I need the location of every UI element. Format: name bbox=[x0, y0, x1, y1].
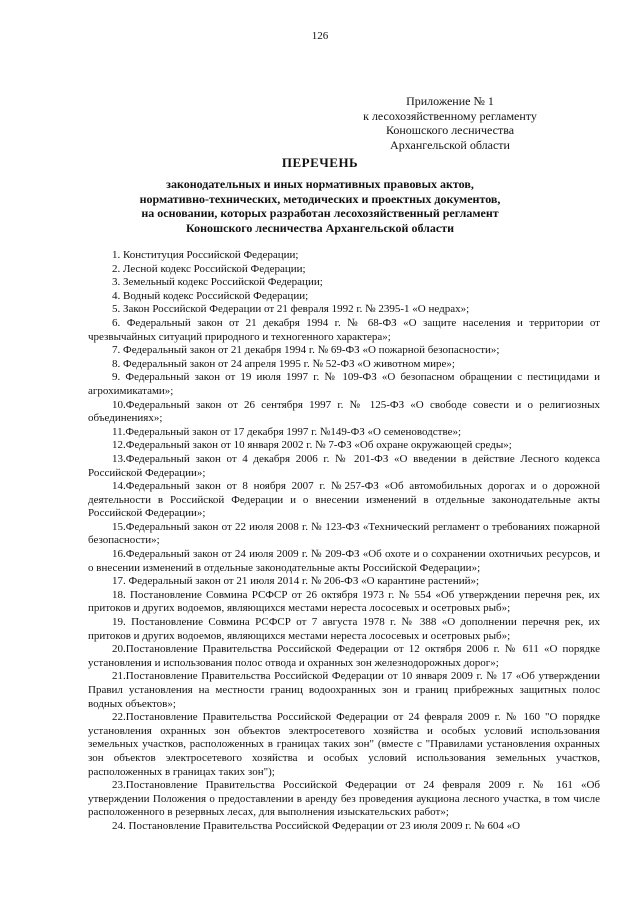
appendix-block bbox=[330, 94, 570, 152]
list-item: 10.Федеральный закон от 26 сентября 1997 г. № 125-ФЗ «О свободе совести и о религиозных объединениях»; bbox=[88, 398, 600, 425]
document-heading bbox=[0, 155, 640, 235]
subtitle-line: законодательных и иных нормативных правовых актов, bbox=[166, 177, 474, 191]
appendix-line: Архангельской области bbox=[390, 137, 510, 152]
legal-acts-list bbox=[88, 249, 600, 834]
list-item: 20.Постановление Правительства Российской Федерации от 12 октября 2006 г. № 611 «О порядке установления и использования полос отвода и охранных зон железнодорожных дорог»; bbox=[88, 643, 600, 669]
document-title: ПЕРЕЧЕНЬ bbox=[281, 155, 359, 170]
list-item: 14.Федеральный закон от 8 ноября 2007 г. №257-ФЗ «Об автомобильных дорогах и о дорожной деятельности в Российской Федерации и о внесении изменений в отдельные законодательные акты Российской Федерации»; bbox=[88, 480, 600, 520]
appendix-line: Приложение № 1 bbox=[406, 94, 494, 108]
document-subtitle bbox=[0, 177, 640, 235]
list-item: 3. Земельный кодекс Российской Федерации; bbox=[112, 276, 323, 289]
list-item: 6. Федеральный закон от 21 декабря 1994 г. № 68-ФЗ «О защите населения и территории от чрезвычайных ситуаций природного и техногенного характера»; bbox=[88, 316, 600, 343]
subtitle-line: на основании, которых разработан лесохозяйственный регламент bbox=[141, 206, 499, 220]
list-item: 12.Федеральный закон от 10 января 2002 г. № 7-ФЗ «Об охране окружающей среды»; bbox=[112, 439, 512, 452]
appendix-line: к лесохозяйственному регламенту bbox=[363, 108, 537, 123]
list-item: 23.Постановление Правительства Российской Федерации от 24 февраля 2009 г. № 161 «Об утверждении Положения о предоставлении в аренду без проведения аукциона лесного участка, в том числе расположенного в резервных лесах, для выполнения изыскательских работ»; bbox=[88, 779, 600, 819]
list-item: 7. Федеральный закон от 21 декабря 1994 г. № 69-ФЗ «О пожарной безопасности»; bbox=[112, 344, 500, 357]
list-item: 22.Постановление Правительства Российской Федерации от 24 февраля 2009 г. № 160 "О порядке установления охранных зон объектов электросетевого хозяйства и особых условий использования земельных участков, расположенных в границах таких зон" (вместе с "Правилами установления охранных зон объектов электросетевого хозяйства и особых условий использования земельных участков, расположенных в границах таких зон"); bbox=[88, 711, 600, 778]
list-item: 2. Лесной кодекс Российской Федерации; bbox=[112, 262, 306, 275]
subtitle-line: нормативно-технических, методических и проектных документов, bbox=[139, 191, 501, 206]
list-item: 21.Постановление Правительства Российской Федерации от 10 января 2009 г. № 17 «Об утверждении Правил установления на местности границ водоохранных зон и границ прибрежных защитных полос водных объектов»; bbox=[88, 670, 600, 710]
subtitle-line: Коношского лесничества Архангельской области bbox=[185, 220, 455, 235]
list-item: 24. Постановление Правительства Российской Федерации от 23 июля 2009 г. № 604 «О bbox=[112, 819, 521, 832]
list-item: 16.Федеральный закон от 24 июля 2009 г. № 209-ФЗ «Об охоте и о сохранении охотничьих ресурсов, и о внесении изменений в отдельные законодательные акты Российской Федерации»; bbox=[88, 548, 600, 574]
list-item: 15.Федеральный закон от 22 июля 2008 г. № 123-ФЗ «Технический регламент о требованиях пожарной безопасности»; bbox=[88, 520, 600, 547]
list-item: 18. Постановление Совмина РСФСР от 26 октября 1973 г. № 554 «Об утверждении перечня рек, их притоков и других водоемов, являющихся местами нереста лососевых и осетровых рыб»; bbox=[88, 588, 600, 615]
appendix-line: Коношского лесничества bbox=[385, 123, 515, 137]
list-item: 9. Федеральный закон от 19 июля 1997 г. № 109-ФЗ «О безопасном обращении с пестицидами и агрохимикатами»; bbox=[88, 371, 600, 397]
list-item: 11.Федеральный закон от 17 декабря 1997 г. №149-ФЗ «О семеноводстве»; bbox=[112, 425, 462, 438]
list-item: 5. Закон Российской Федерации от 21 февраля 1992 г. № 2395-1 «О недрах»; bbox=[112, 303, 470, 316]
list-item: 19. Постановление Совмина РСФСР от 7 августа 1978 г. № 388 «О дополнении перечня рек, их притоков и других водоемов, являющихся местами нереста лососевых и осетровых рыб»; bbox=[88, 616, 600, 642]
list-item: 8. Федеральный закон от 24 апреля 1995 г. № 52-ФЗ «О животном мире»; bbox=[112, 357, 455, 370]
list-item: 17. Федеральный закон от 21 июля 2014 г. № 206-ФЗ «О карантине растений»; bbox=[112, 575, 480, 588]
list-item: 1. Конституция Российской Федерации; bbox=[112, 249, 299, 261]
list-item: 13.Федеральный закон от 4 декабря 2006 г. № 201-ФЗ «О введении в действие Лесного кодекса Российской Федерации»; bbox=[88, 452, 600, 479]
page-number: 126 bbox=[311, 30, 329, 42]
list-item: 4. Водный кодекс Российской Федерации; bbox=[112, 289, 309, 302]
